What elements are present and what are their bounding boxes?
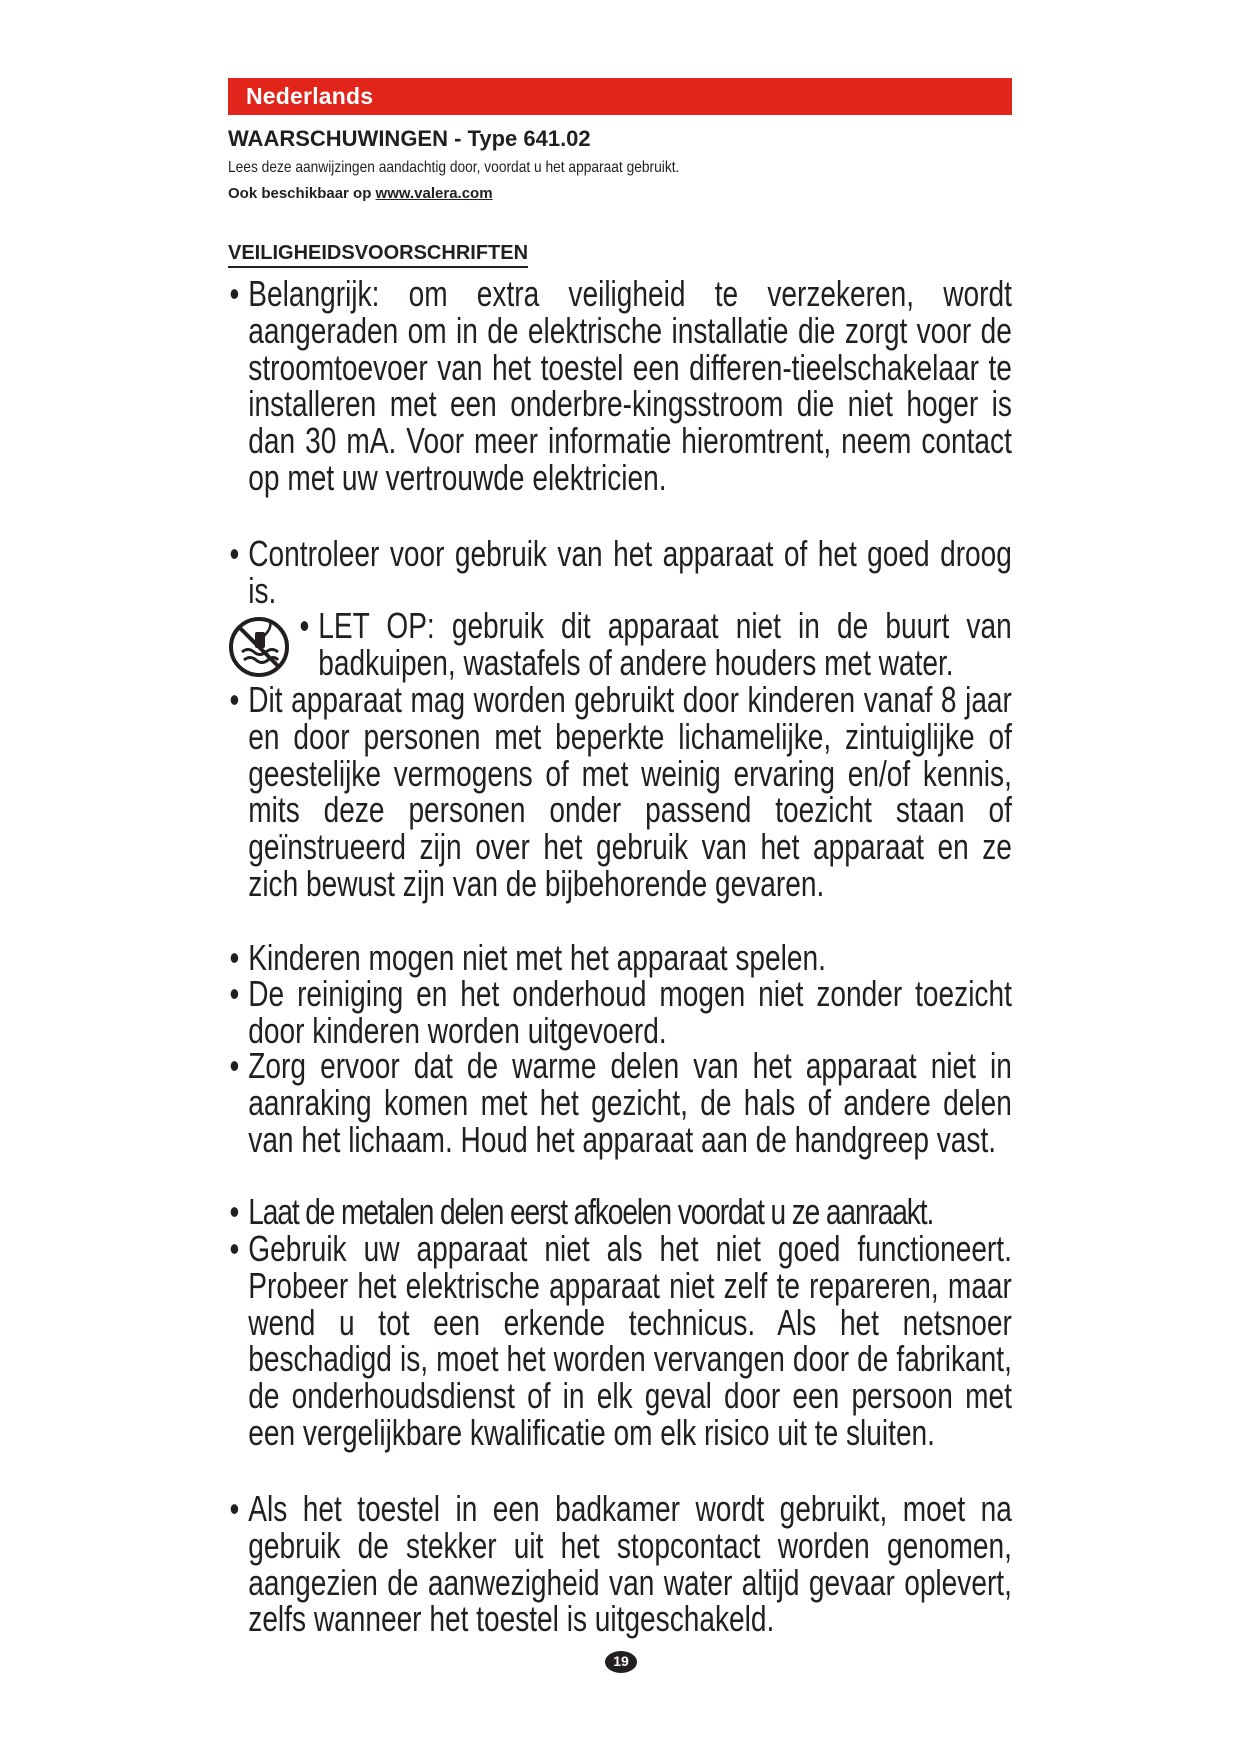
bullet: • — [229, 1228, 240, 1269]
bullet: • — [229, 1488, 240, 1529]
no-water-warning-icon — [228, 616, 290, 678]
item-text: Zorg ervoor dat de warme delen van het apparaat niet in aanraking komen met het gezicht, de hals of andere delen van het lichaam. Houd het apparaat aan de handgreep vast. — [248, 1045, 1012, 1160]
bullet: • — [229, 1045, 240, 1086]
list-item — [228, 1488, 1012, 1640]
item-text: Laat de metalen delen eerst afkoelen voordat u ze aanraakt. — [248, 1191, 934, 1232]
item-text: De reiniging en het onderhoud mogen niet zonder toezicht door kinderen worden uitgevoerd. — [248, 973, 1012, 1051]
list-item — [228, 533, 1012, 611]
bullet: • — [229, 1191, 239, 1232]
bullet: • — [299, 605, 310, 646]
availability-prefix: Ook beschikbaar op — [228, 185, 376, 202]
safety-list — [228, 273, 1012, 1640]
list-item — [228, 1191, 1012, 1232]
list-item — [228, 1045, 1012, 1194]
item-text: Dit apparaat mag worden gebruikt door kinderen vanaf 8 jaar en door personen met beperkte lichamelijke, zintuiglijke of geestelijke vermogens of met weinig ervaring en/of kennis, mits deze personen onder passend toezicht staan of geïnstrueerd zijn over het gebruik van het apparaat en ze zich bewust zijn van de bijbehorende gevaren. — [248, 679, 1012, 904]
item-text: Belangrijk: om extra veiligheid te verzekeren, wordt aangeraden om in de elektrische installatie die zorgt voor de stroomtoevoer van het toestel een differen-tieelschakelaar te installeren met een onderbre-kingsstroom die niet hoger is dan 30 mA. Voor meer informatie hieromtrent, neem contact op met uw vertrouwde elektricien. — [248, 273, 1012, 498]
list-item — [228, 973, 1012, 1051]
document-title: WAARSCHUWINGEN - Type 641.02 — [228, 126, 591, 151]
bullet: • — [229, 533, 240, 574]
website-link[interactable]: www.valera.com — [375, 185, 493, 202]
list-item — [228, 1228, 1012, 1491]
item-text: Als het toestel in een badkamer wordt gebruikt, moet na gebruik de stekker uit het stopcontact worden genomen, aangezien de aanwezigheid van water altijd gevaar oplevert, zelfs wanneer het toestel is uitgeschakeld. — [248, 1488, 1012, 1640]
bullet: • — [229, 973, 240, 1014]
list-item — [228, 273, 1012, 536]
bullet: • — [229, 679, 240, 720]
list-item — [228, 679, 1012, 940]
availability-line — [228, 183, 1012, 205]
manual-page — [228, 78, 1012, 1639]
bullet: • — [229, 937, 240, 978]
list-item — [228, 937, 1012, 978]
item-text: LET OP: gebruik dit apparaat niet in de buurt van badkuipen, wastafels of andere houders met water. — [318, 605, 1012, 683]
item-text: Kinderen mogen niet met het apparaat spelen. — [248, 937, 826, 978]
language-label: Nederlands — [246, 83, 374, 109]
section-heading: VEILIGHEIDSVOORSCHRIFTEN — [228, 241, 528, 268]
language-banner — [228, 78, 1012, 115]
intro-text: Lees deze aanwijzingen aandachtig door, voordat u het apparaat gebruikt. — [228, 159, 680, 176]
item-text: Controleer voor gebruik van het apparaat of het goed droog is. — [248, 533, 1012, 611]
warning-item — [228, 605, 1012, 683]
bullet: • — [229, 273, 240, 314]
page-number: 19 — [605, 1651, 637, 1673]
item-text: Gebruik uw apparaat niet als het niet goed functioneert. Probeer het elektrische apparaat niet zelf te repareren, maar wend u tot een erkende technicus. Als het netsnoer beschadigd is, moet het worden vervangen door de fabrikant, de onderhoudsdienst of in elk geval door een persoon met een vergelijkbare kwalificatie om elk risico uit te sluiten. — [248, 1228, 1012, 1453]
